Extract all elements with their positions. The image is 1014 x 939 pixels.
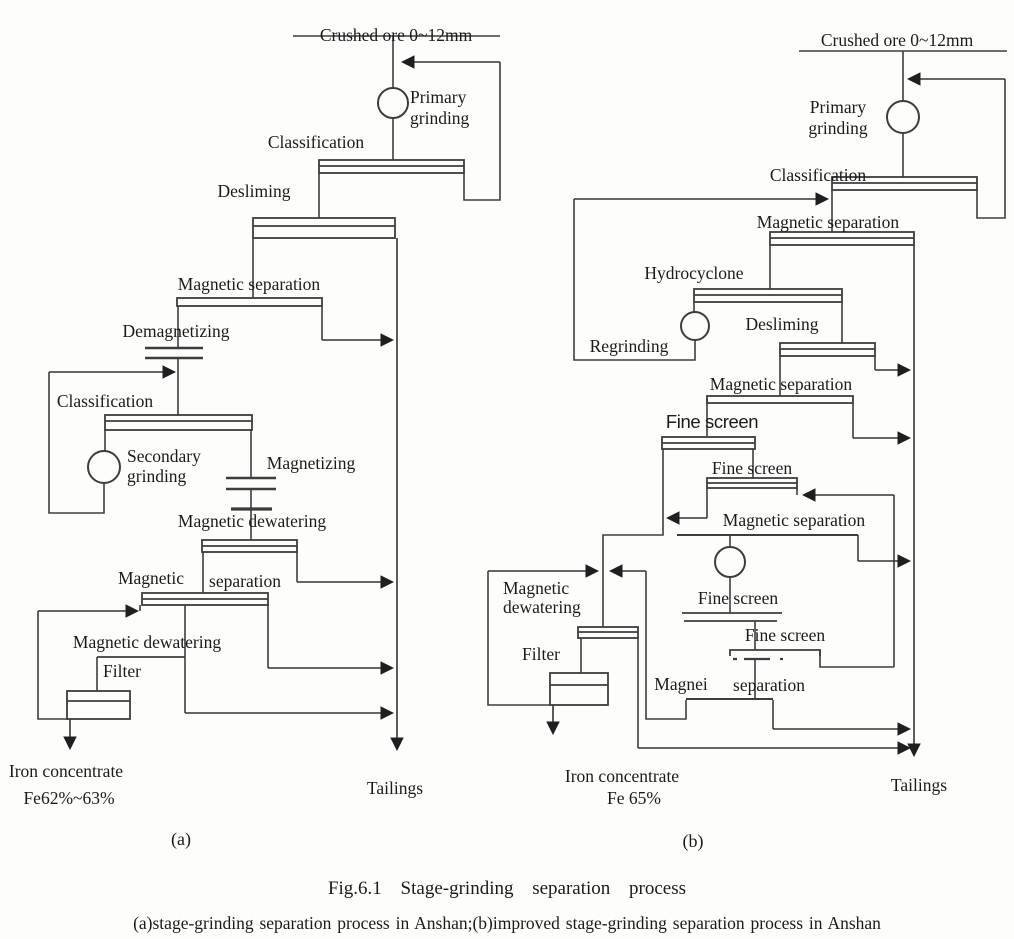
primary-grinding-label-1: Primary	[410, 87, 467, 107]
iron-concentrate-label: Iron concentrate	[8, 761, 124, 781]
hydrocyclone-label: Hydrocyclone	[644, 263, 744, 283]
hydrocyclone-box-icon	[694, 289, 842, 302]
classification1-label: Classification	[267, 132, 365, 152]
primary-grinding-label-b1: Primary	[809, 97, 867, 117]
sublabel-b: (b)	[682, 831, 704, 851]
filter-label: Filter	[103, 661, 141, 681]
magnetic-separation2-label-w1: Magnetic	[117, 568, 185, 588]
magnetic-dewatering1-box-icon	[202, 540, 297, 552]
primary-grinding-label-2: grinding	[410, 108, 470, 128]
fine-screen2-label: Fine screen	[711, 458, 793, 478]
filter-box-icon-b	[550, 673, 608, 705]
caption-subtitle: (a)stage-grinding separation process in Anshan;(b)improved stage-grinding separation process in Anshan	[133, 913, 881, 933]
iron-grade-label-b: Fe 65%	[607, 788, 661, 808]
magnetic-dewatering-label-b1: Magnetic	[503, 578, 570, 598]
demagnetizing-label: Demagnetizing	[122, 321, 230, 341]
demagnetizing-coil-icon	[145, 348, 203, 358]
secondary-grinding-label-1: Secondary	[127, 446, 201, 466]
crushed-ore-label-b: Crushed ore 0~12mm	[820, 30, 974, 50]
crushed-ore-label: Crushed ore 0~12mm	[319, 25, 473, 45]
desliming-box-icon-b	[780, 343, 875, 356]
secondary-grinding-label-2: grinding	[127, 466, 187, 486]
classification2-label: Classification	[56, 391, 154, 411]
iron-grade-label: Fe62%~63%	[23, 788, 115, 808]
magnetic-dewatering1-label: Magnetic dewatering	[177, 511, 327, 531]
primary-grinding-mill-icon	[378, 88, 408, 118]
flow-b-symbols	[550, 101, 977, 705]
fine-screen1-label: Fine screen	[665, 411, 759, 432]
classifier-box-icon	[319, 160, 464, 173]
fine-screen2-box-icon	[707, 478, 797, 488]
classification-label-b: Classification	[769, 165, 867, 185]
iron-concentrate-label-b: Iron concentrate	[564, 766, 680, 786]
primary-grinding-mill-icon-b	[887, 101, 919, 133]
magnetic-separator-bar-icon	[177, 298, 322, 306]
regrinding-mill-icon	[681, 312, 709, 340]
filter-label-b: Filter	[522, 644, 560, 664]
caption-title: Fig.6.1 Stage-grinding separation process	[327, 878, 687, 899]
flow-b	[488, 30, 1007, 852]
magnetic-separation1-label: Magnetic separation	[177, 274, 321, 294]
fine-screen1-box-icon	[662, 437, 755, 449]
magnetic-dewatering-box-icon-b	[578, 627, 638, 638]
filter-box-icon	[67, 691, 130, 719]
primary-grinding-label-b2: grinding	[808, 118, 868, 138]
magnetic-separation1-label-b: Magnetic separation	[756, 212, 900, 232]
magnetic-separation3-label-b: Magnetic separation	[722, 510, 866, 530]
regrinding-label: Regrinding	[589, 336, 669, 356]
magnetic-dewatering-label-b2: dewatering	[503, 597, 581, 617]
magnetic-separator2-box-icon	[142, 593, 268, 605]
magnetic-separator2-bar-icon-b	[707, 396, 853, 403]
desliming-box-icon	[253, 218, 395, 238]
tailings-label-b: Tailings	[890, 775, 948, 795]
magnei-label-w2: separation	[733, 675, 805, 695]
secondary-grinding-mill-icon	[88, 451, 120, 483]
fine-screen3-label: Fine screen	[697, 588, 779, 608]
fine-screen4-bar-icon	[730, 650, 820, 659]
magnetic-separator-drum-icon	[715, 547, 745, 577]
classifier2-box-icon	[105, 415, 252, 430]
flow-a-labels	[9, 25, 473, 850]
flow-a	[9, 25, 500, 850]
fine-screen3-bar-icon	[682, 613, 782, 621]
magnetic-dewatering2-label: Magnetic dewatering	[72, 632, 222, 652]
fine-screen4-label: Fine screen	[744, 625, 826, 645]
sublabel-a: (a)	[171, 829, 191, 849]
desliming-label-b: Desliming	[745, 314, 819, 334]
magnetic-separator1-box-icon-b	[770, 232, 914, 245]
magnetic-separation2-label-b: Magnetic separation	[709, 374, 853, 394]
figure-caption	[133, 878, 881, 933]
magnetizing-label: Magnetizing	[266, 453, 356, 473]
desliming-label: Desliming	[217, 181, 291, 201]
magnetic-separation2-label-w2: separation	[209, 571, 281, 591]
tailings-label: Tailings	[366, 778, 424, 798]
magnei-label-w1: Magnei	[654, 674, 708, 694]
